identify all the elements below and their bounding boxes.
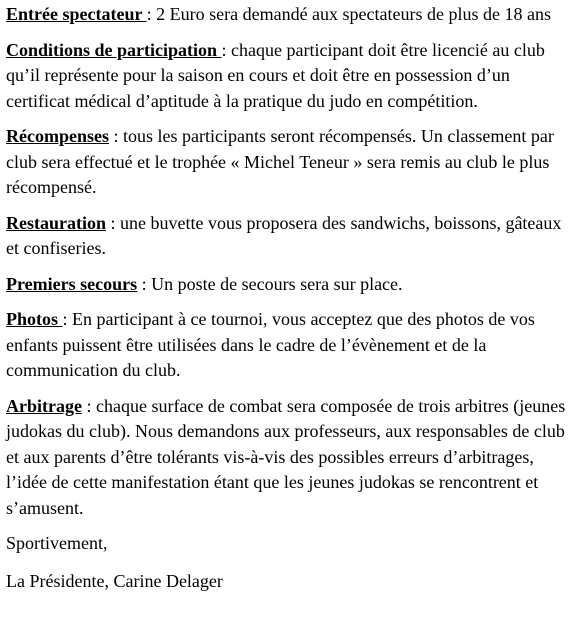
section-text: : Un poste de secours sera sur place.: [137, 273, 403, 294]
section-heading: Photos: [6, 309, 63, 329]
section-heading: Récompenses: [6, 126, 109, 146]
section-heading: Entrée spectateur: [6, 4, 147, 24]
section-arbitrage: [6, 394, 572, 522]
section-text: : En participant à ce tournoi, vous acceptez que des photos de vos enfants puissent être utilisées dans le cadre de l’évènement et de la communication du club.: [6, 309, 535, 380]
signature-text: La Présidente, Carine Delager: [6, 570, 223, 591]
section-recompenses: [6, 124, 572, 201]
document-body: [6, 2, 572, 606]
section-text: : chaque participant doit être licencié au club qu’il représente pour la saison en cours et doit être en possession d’un certificat médical d’aptitude à la pratique du judo en compétition.: [6, 39, 545, 111]
section-text: : 2 Euro sera demandé aux spectateurs de plus de 18 ans: [146, 4, 551, 24]
section-heading: Restauration: [6, 212, 106, 233]
section-entree-spectateur: [6, 2, 572, 28]
section-conditions-participation: [6, 38, 572, 115]
section-text: : chaque surface de combat sera composée de trois arbitres (jeunes judokas du club). Nous demandons aux professeurs, aux responsables de club et aux parents d’être tolérants vis-à-vis des possibles erreurs d’arbitrages, l’idée de cette manifestation étant que les jeunes judokas se rencontrent et s’amusent.: [6, 395, 566, 518]
section-text: : une buvette vous proposera des sandwichs, boissons, gâteaux et confiseries.: [6, 212, 562, 258]
section-premiers-secours: [6, 272, 572, 298]
section-heading: Premiers secours: [6, 273, 138, 294]
section-heading: Arbitrage: [6, 395, 82, 416]
section-photos: [6, 307, 572, 384]
closing-text: Sportivement,: [6, 533, 108, 553]
section-restauration: [6, 211, 572, 262]
section-heading: Conditions de participation: [6, 39, 222, 60]
section-text: : tous les participants seront récompensés. Un classement par club sera effectué et le trophée « Michel Teneur » sera remis au club le plus récompensé.: [6, 126, 554, 197]
